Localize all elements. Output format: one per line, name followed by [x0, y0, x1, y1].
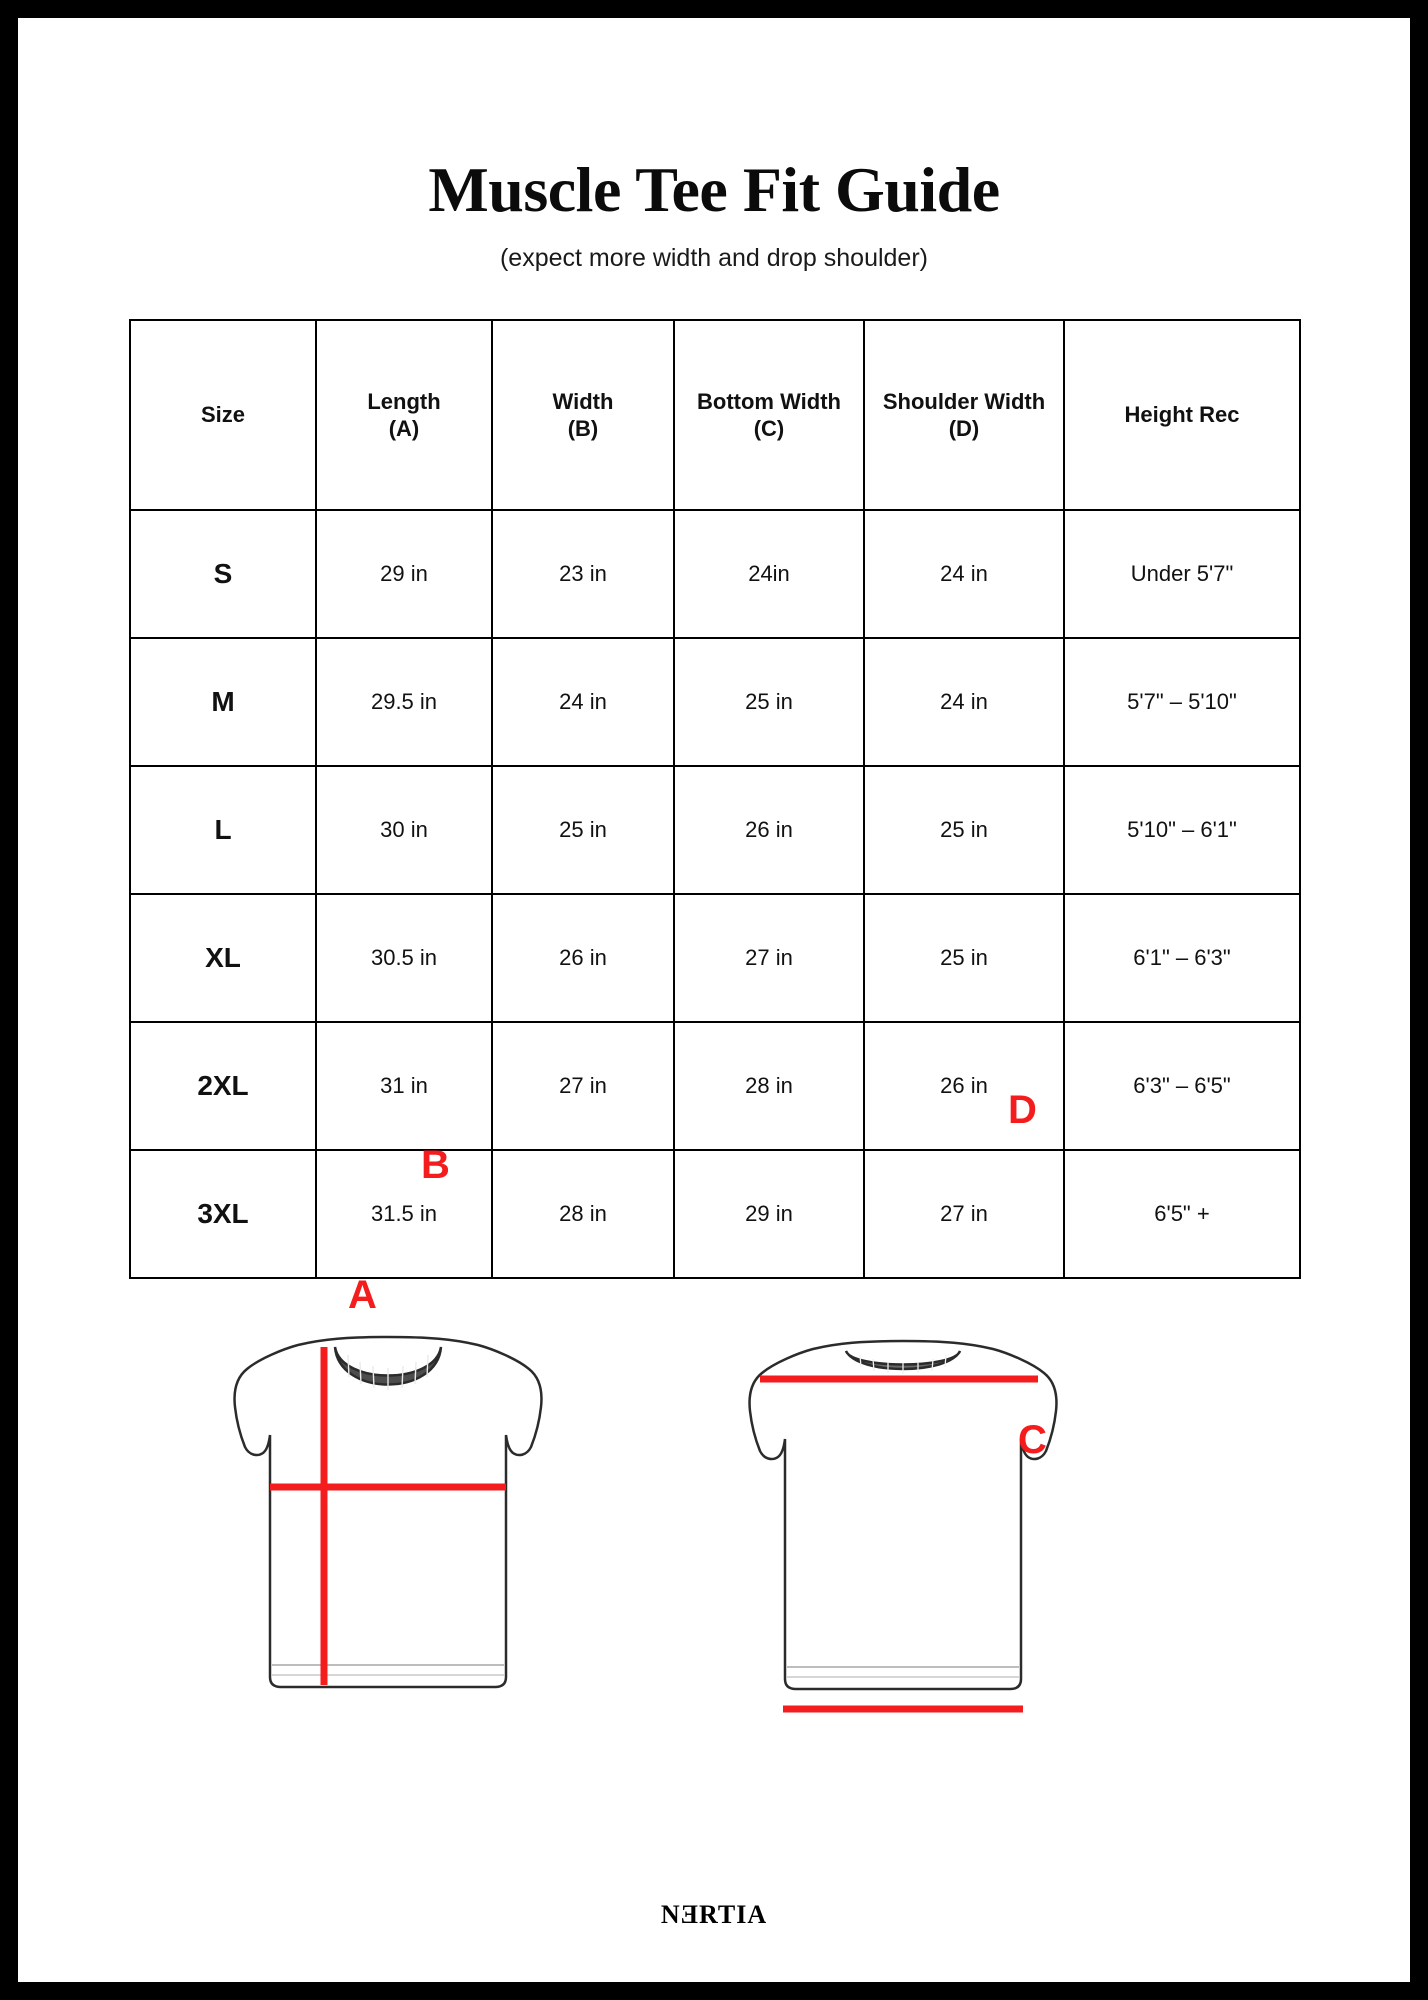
column-header-width-label: Width	[552, 388, 614, 414]
cell-width: 27 in	[492, 1022, 674, 1150]
column-header-height-rec	[1064, 320, 1300, 510]
column-header-size-label: Size	[200, 402, 246, 428]
cell-size: S	[130, 510, 316, 638]
table-body	[130, 510, 1300, 1278]
cell-size: XL	[130, 894, 316, 1022]
cell-width: 25 in	[492, 766, 674, 894]
table-header	[130, 320, 1300, 510]
muscle-tee-front-view	[223, 1327, 553, 1747]
column-header-width	[492, 320, 674, 510]
cell-bottom-width: 28 in	[674, 1022, 864, 1150]
column-header-bottom-width-key: (C)	[753, 416, 785, 441]
column-header-size	[130, 320, 316, 510]
table-row	[130, 894, 1300, 1022]
cell-size: 2XL	[130, 1022, 316, 1150]
cell-length: 30.5 in	[316, 894, 492, 1022]
column-header-shoulder-width-label: Shoulder Width	[882, 388, 1046, 414]
table-row	[130, 510, 1300, 638]
cell-width: 28 in	[492, 1150, 674, 1278]
column-header-shoulder-width-key: (D)	[948, 416, 980, 441]
cell-width: 26 in	[492, 894, 674, 1022]
table-row	[130, 638, 1300, 766]
column-header-length-key: (A)	[388, 416, 420, 441]
cell-height-rec: 6'3" – 6'5"	[1064, 1022, 1300, 1150]
cell-height-rec: 6'1" – 6'3"	[1064, 894, 1300, 1022]
column-header-bottom-width-label: Bottom Width	[697, 388, 841, 414]
cell-length: 30 in	[316, 766, 492, 894]
page-subtitle: (expect more width and drop shoulder)	[499, 244, 928, 272]
table-row	[130, 1150, 1300, 1278]
size-chart-table	[129, 319, 1301, 1279]
cell-shoulder-width: 25 in	[864, 894, 1064, 1022]
table-header-row	[130, 320, 1300, 510]
brand-logo: NƎRTIA	[660, 1900, 768, 1929]
cell-length: 29.5 in	[316, 638, 492, 766]
column-header-length	[316, 320, 492, 510]
cell-height-rec: Under 5'7"	[1064, 510, 1300, 638]
cell-shoulder-width: 26 in	[864, 1022, 1064, 1150]
measure-label-bottom-width: C	[1018, 1418, 1047, 1462]
cell-shoulder-width: 27 in	[864, 1150, 1064, 1278]
cell-size: 3XL	[130, 1150, 316, 1278]
fit-guide-page	[18, 18, 1410, 1982]
cell-height-rec: 6'5" +	[1064, 1150, 1300, 1278]
muscle-tee-back-view	[738, 1327, 1068, 1767]
cell-length: 31 in	[316, 1022, 492, 1150]
cell-size: L	[130, 766, 316, 894]
cell-bottom-width: 25 in	[674, 638, 864, 766]
cell-width: 23 in	[492, 510, 674, 638]
cell-bottom-width: 29 in	[674, 1150, 864, 1278]
cell-width: 24 in	[492, 638, 674, 766]
column-header-width-key: (B)	[567, 416, 599, 441]
measurement-diagrams	[18, 1327, 1410, 1887]
cell-height-rec: 5'10" – 6'1"	[1064, 766, 1300, 894]
cell-length: 29 in	[316, 510, 492, 638]
cell-size: M	[130, 638, 316, 766]
cell-shoulder-width: 24 in	[864, 510, 1064, 638]
cell-bottom-width: 26 in	[674, 766, 864, 894]
size-table-container	[129, 319, 1299, 1279]
table-row	[130, 766, 1300, 894]
measure-label-length: A	[348, 1273, 377, 1317]
garment-body-outline	[750, 1341, 1057, 1689]
cell-height-rec: 5'7" – 5'10"	[1064, 638, 1300, 766]
column-header-shoulder-width	[864, 320, 1064, 510]
page-title: Muscle Tee Fit Guide	[428, 154, 1000, 225]
measure-label-shoulder-width: D	[1008, 1088, 1037, 1132]
cell-length: 31.5 in	[316, 1150, 492, 1278]
column-header-length-label: Length	[367, 388, 441, 414]
column-header-height-rec-label: Height Rec	[1124, 402, 1240, 428]
column-header-bottom-width	[674, 320, 864, 510]
table-row	[130, 1022, 1300, 1150]
measure-label-width: B	[421, 1143, 450, 1187]
cell-bottom-width: 27 in	[674, 894, 864, 1022]
cell-bottom-width: 24in	[674, 510, 864, 638]
cell-shoulder-width: 24 in	[864, 638, 1064, 766]
cell-shoulder-width: 25 in	[864, 766, 1064, 894]
